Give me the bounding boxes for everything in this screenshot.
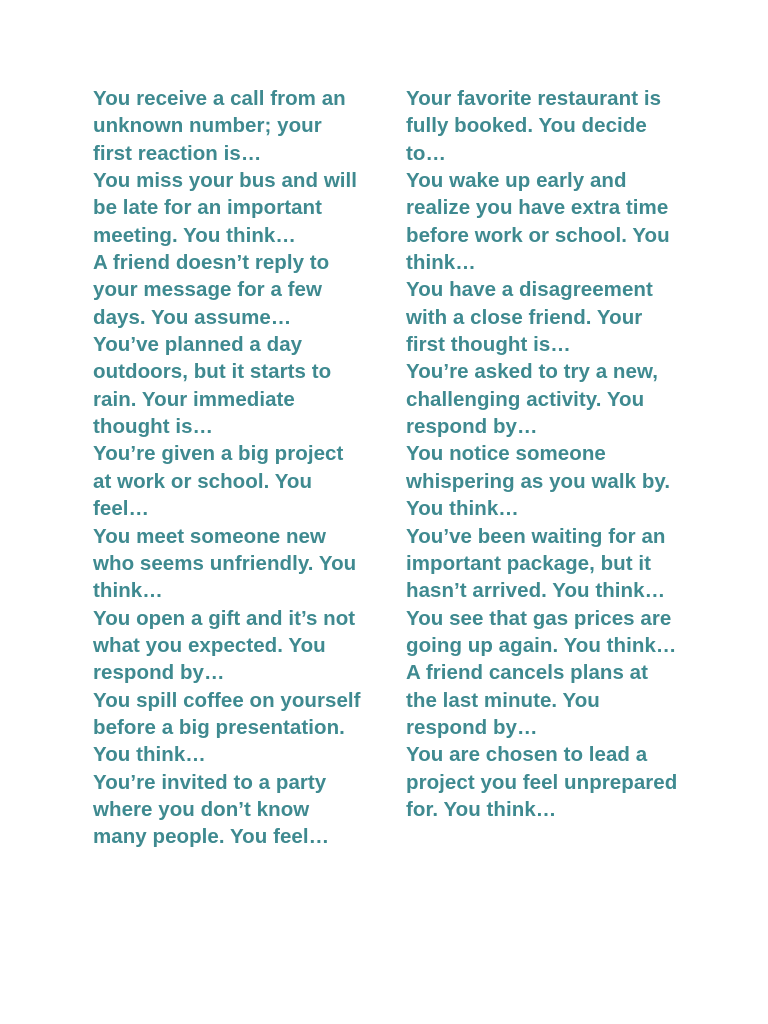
prompt-item: You’re invited to a party where you don’t know many people. You feel… — [93, 770, 330, 849]
prompt-item: You’ve planned a day outdoors, but it starts to rain. Your immediate thought is… — [93, 333, 332, 439]
prompt-item: You’re asked to try a new, challenging activity. You respond by… — [406, 360, 658, 439]
right-column — [406, 85, 681, 823]
prompt-item: You miss your bus and will be late for an important meeting. You think… — [93, 169, 358, 247]
prompt-item: You’ve been waiting for an important package, but it hasn’t arrived. You think… — [406, 524, 666, 603]
prompt-item: You open a gift and it’s not what you expected. You respond by… — [93, 606, 356, 685]
prompt-item: You wake up early and realize you have extra time before work or school. You think… — [406, 169, 670, 275]
prompt-item: You spill coffee on yourself before a big presentation. You think… — [93, 688, 361, 767]
prompt-item: You notice someone whispering as you walk by. You think… — [406, 442, 671, 521]
prompt-item: You receive a call from an unknown number; your first reaction is… — [93, 87, 346, 165]
prompt-item: You see that gas prices are going up again. You think… — [406, 606, 677, 657]
prompt-item: You meet someone new who seems unfriendly. You think… — [93, 524, 357, 603]
prompt-item: You’re given a big project at work or school. You feel… — [93, 442, 344, 521]
prompt-item: You have a disagreement with a close friend. Your first thought is… — [406, 278, 653, 357]
prompt-item: A friend cancels plans at the last minute. You respond by… — [406, 661, 649, 739]
left-column — [93, 85, 365, 851]
prompt-item: Your favorite restaurant is fully booked. You decide to… — [406, 87, 662, 165]
prompt-item: You are chosen to lead a project you feel unprepared for. You think… — [406, 743, 678, 821]
prompt-item: A friend doesn’t reply to your message for a few days. You assume… — [93, 251, 330, 329]
